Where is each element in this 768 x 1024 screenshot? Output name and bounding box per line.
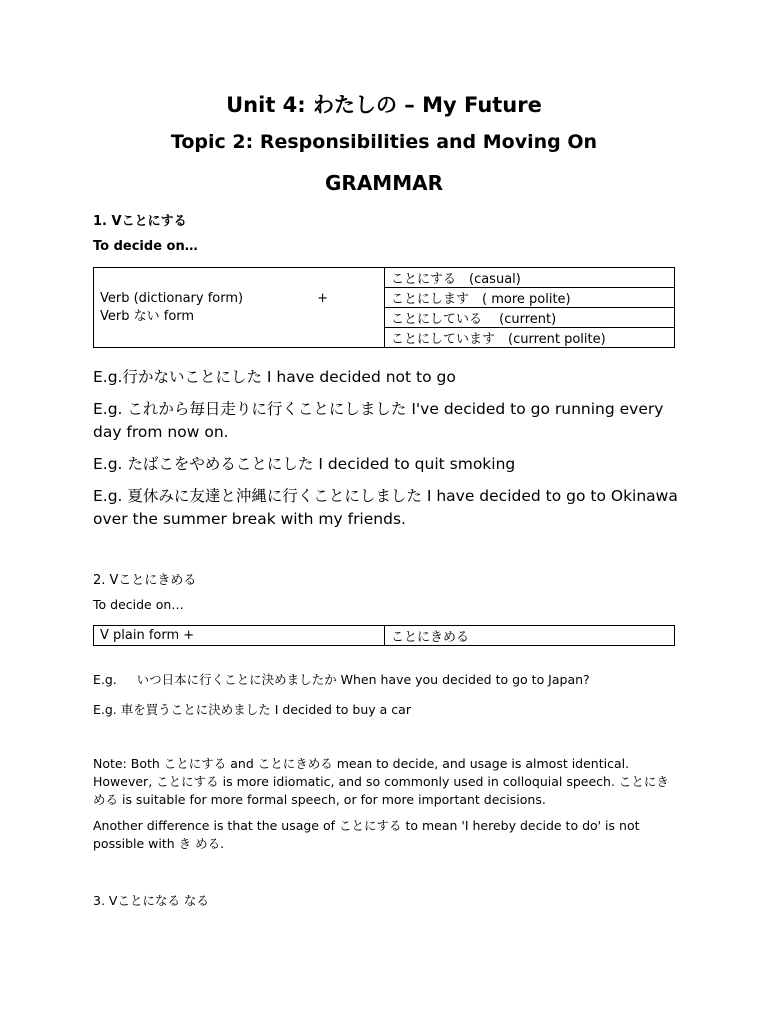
example-3-jp: E.g. たばこをやめることにした <box>93 455 314 473</box>
section-2-title: 2. Vことにきめる <box>93 573 197 588</box>
example-3-en: I decided to quit smoking <box>313 455 516 473</box>
example-5-en: When have you decided to go to Japan? <box>336 672 590 687</box>
section-2-table <box>93 625 675 646</box>
example-6-en: I decided to buy a car <box>270 702 411 717</box>
example-2-jp: E.g. これから毎日走りに行くことにしました <box>93 400 407 418</box>
verb-nai-form: Verb ない form <box>100 308 195 324</box>
verb-form-cell <box>94 268 385 348</box>
note-paragraph-1: Note: Both ことにする and ことにきめる mean to decide, and usage is almost identical. However, ことにする is more idiomatic, and so commonly used in colloquial speech. ことにきめる is suitable for more formal speech, or for more important decisions. <box>93 756 669 807</box>
plus-sign: + <box>317 290 328 306</box>
plain-form-cell: V plain form + <box>94 626 385 646</box>
example-2 <box>93 398 683 444</box>
example-2-en: I've decided to go running every day from now on. <box>93 400 664 441</box>
note-paragraph-2: Another difference is that the usage of ことにする to mean 'I hereby decide to do' is not possible with き める. <box>93 818 640 851</box>
section-2-intro: To decide on… <box>93 597 184 612</box>
example-5 <box>93 670 590 688</box>
kotonikimeru-cell: ことにきめる <box>385 626 675 646</box>
example-3 <box>93 453 683 476</box>
example-4-jp: E.g. 夏休みに友達と沖縄に行くことにしました <box>93 487 422 505</box>
example-6-jp: E.g. 車を買うことに決めました <box>93 702 271 717</box>
form-current-polite: ことにしています (current polite) <box>385 328 675 348</box>
example-4 <box>93 485 683 531</box>
form-more-polite: ことにします ( more polite) <box>385 288 675 308</box>
form-current: ことにしている (current) <box>385 308 675 328</box>
grammar-heading: GRAMMAR <box>325 171 443 195</box>
example-1-en: I have decided not to go <box>262 368 456 386</box>
section-1-title: 1. Vことにする <box>93 214 187 229</box>
form-casual: ことにする (casual) <box>385 268 675 288</box>
page-title: Unit 4: わたしの – My Future <box>226 93 542 117</box>
section-1-intro: To decide on… <box>93 239 198 254</box>
section-3-title: 3. Vことになる なる <box>93 893 209 908</box>
example-4-en: I have decided to go to Okinawa over the summer break with my friends. <box>93 487 678 528</box>
example-1 <box>93 366 683 389</box>
verb-dictionary-form: Verb (dictionary form) <box>100 290 244 306</box>
section-1-table <box>93 267 675 348</box>
page-subtitle: Topic 2: Responsibilities and Moving On <box>170 131 598 153</box>
example-6 <box>93 700 411 718</box>
example-1-jp: E.g.行かないことにした <box>93 368 262 386</box>
example-5-jp: E.g. いつ日本に行くことに決めましたか <box>93 672 337 687</box>
